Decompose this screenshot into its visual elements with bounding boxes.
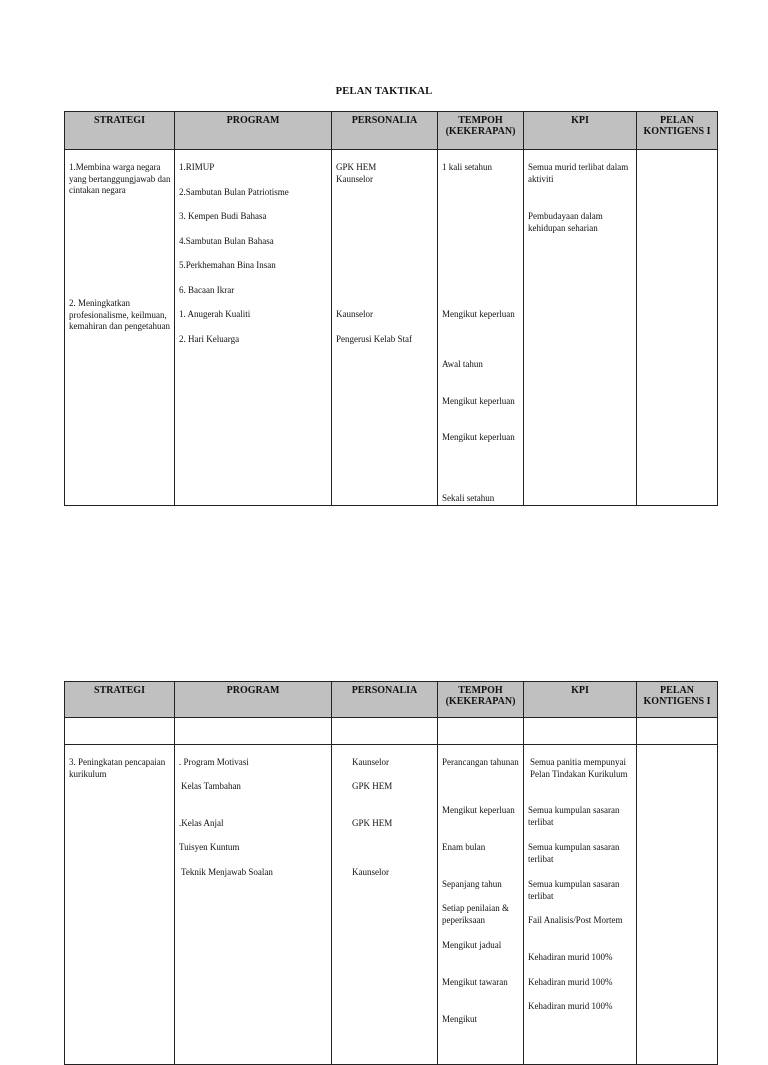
tempoh-entry: Mengikut tawaran	[442, 977, 508, 987]
kpi-entry: Kehadiran murid 100%	[528, 1001, 613, 1011]
pelan-kontigensi-cell	[637, 150, 718, 506]
tempoh-cell	[438, 150, 524, 506]
empty-cell	[65, 718, 175, 745]
tempoh-entry: Sekali setahun	[442, 493, 495, 503]
empty-cell	[438, 718, 524, 745]
empty-cell	[332, 718, 438, 745]
program-entry: Tuisyen Kuntum	[179, 842, 240, 852]
kpi-cell	[524, 150, 637, 506]
tempoh-entry: 1 kali setahun	[442, 162, 492, 172]
personalia-cell	[332, 745, 438, 1065]
personalia-entry: Pengerusi Kelab Staf	[336, 334, 412, 344]
program-entry: .Kelas Anjal	[179, 818, 224, 828]
tempoh-entry: Mengikut keperluan	[442, 396, 515, 406]
kpi-entry: Semua panitia mempunyai Pelan Tindakan Kurikulum	[530, 757, 628, 779]
program-entry: 1. Anugerah Kualiti	[179, 309, 251, 319]
header-program: PROGRAM	[175, 682, 332, 718]
program-entry: 6. Bacaan Ikrar	[179, 285, 235, 295]
header-row	[65, 112, 718, 150]
header-strategi: STRATEGI	[65, 112, 175, 150]
tactical-plan-table-2	[64, 681, 718, 1065]
personalia-entry: Kaunselor	[336, 309, 373, 319]
personalia-cell	[332, 150, 438, 506]
kpi-entry: Pembudayaan dalam kehidupan seharian	[528, 211, 603, 233]
strategi-cell	[65, 745, 175, 1065]
personalia-entry: Kaunselor	[352, 867, 389, 877]
header-tempoh: TEMPOH (KEKERAPAN)	[438, 112, 524, 150]
tempoh-cell	[438, 745, 524, 1065]
header-row	[65, 682, 718, 718]
pelan-kontigensi-cell	[637, 745, 718, 1065]
program-entry: 5.Perkhemahan Bina Insan	[179, 260, 276, 270]
program-entry: Teknik Menjawab Soalan	[181, 867, 273, 877]
program-entry: 2. Hari Keluarga	[179, 334, 240, 344]
program-entry: 1.RIMUP	[179, 162, 215, 172]
header-pelan-kontigensi: PELAN KONTIGENS I	[637, 682, 718, 718]
tempoh-entry: Mengikut jadual	[442, 940, 502, 950]
tempoh-entry: Mengikut keperluan	[442, 432, 515, 442]
header-tempoh: TEMPOH (KEKERAPAN)	[438, 682, 524, 718]
program-entry: 4.Sambutan Bulan Bahasa	[179, 236, 274, 246]
tempoh-entry: Enam bulan	[442, 842, 486, 852]
kpi-entry: Kehadiran murid 100%	[528, 952, 613, 962]
program-entry: 3. Kempen Budi Bahasa	[179, 211, 267, 221]
kpi-entry: Semua murid terlibat dalam aktiviti	[528, 162, 629, 184]
personalia-entry: GPK HEM	[352, 818, 393, 828]
tempoh-entry: Sepanjang tahun	[442, 879, 502, 889]
kpi-entry: Semua kumpulan sasaran terlibat	[528, 879, 620, 901]
header-strategi: STRATEGI	[65, 682, 175, 718]
empty-cell	[637, 718, 718, 745]
tempoh-entry: Mengikut keperluan	[442, 805, 515, 815]
tempoh-entry: Setiap penilaian & peperiksaan	[442, 903, 509, 925]
strategi-entry: 3. Peningkatan pencapaian kurikulum	[69, 757, 166, 779]
personalia-entry: GPK HEM	[352, 781, 393, 791]
table-row	[65, 150, 718, 506]
program-cell	[175, 745, 332, 1065]
kpi-entry: Fail Analisis/Post Mortem	[528, 915, 623, 925]
tempoh-entry: Mengikut keperluan	[442, 309, 515, 319]
table-row	[65, 745, 718, 1065]
tempoh-entry: Perancangan tahunan	[442, 757, 519, 767]
personalia-entry: GPK HEM Kaunselor	[336, 162, 377, 184]
header-program: PROGRAM	[175, 112, 332, 150]
empty-cell	[175, 718, 332, 745]
strategi-entry: 2. Meningkatkan profesionalisme, keilmuan, kemahiran dan pengetahuan	[69, 298, 170, 331]
program-cell	[175, 150, 332, 506]
kpi-entry: Semua kumpulan sasaran terlibat	[528, 805, 620, 827]
kpi-entry: Semua kumpulan sasaran terlibat	[528, 842, 620, 864]
kpi-entry: Kehadiran murid 100%	[528, 977, 613, 987]
empty-row	[65, 718, 718, 745]
program-entry: Kelas Tambahan	[181, 781, 241, 791]
page-title: PELAN TAKTIKAL	[335, 86, 433, 97]
strategi-entry: 1.Membina warga negara yang bertanggungjawab dan cintakan negara	[69, 162, 171, 195]
tactical-plan-table-1	[64, 111, 718, 506]
tempoh-entry: Mengikut	[442, 1014, 477, 1024]
header-kpi: KPI	[524, 682, 637, 718]
header-personalia: PERSONALIA	[332, 682, 438, 718]
tempoh-entry: Awal tahun	[442, 359, 483, 369]
program-entry: . Program Motivasi	[179, 757, 249, 767]
strategi-cell	[65, 150, 175, 506]
header-pelan-kontigensi: PELAN KONTIGENS I	[637, 112, 718, 150]
header-kpi: KPI	[524, 112, 637, 150]
kpi-cell	[524, 745, 637, 1065]
program-entry: 2.Sambutan Bulan Patriotisme	[179, 187, 289, 197]
empty-cell	[524, 718, 637, 745]
personalia-entry: Kaunselor	[352, 757, 389, 767]
header-personalia: PERSONALIA	[332, 112, 438, 150]
